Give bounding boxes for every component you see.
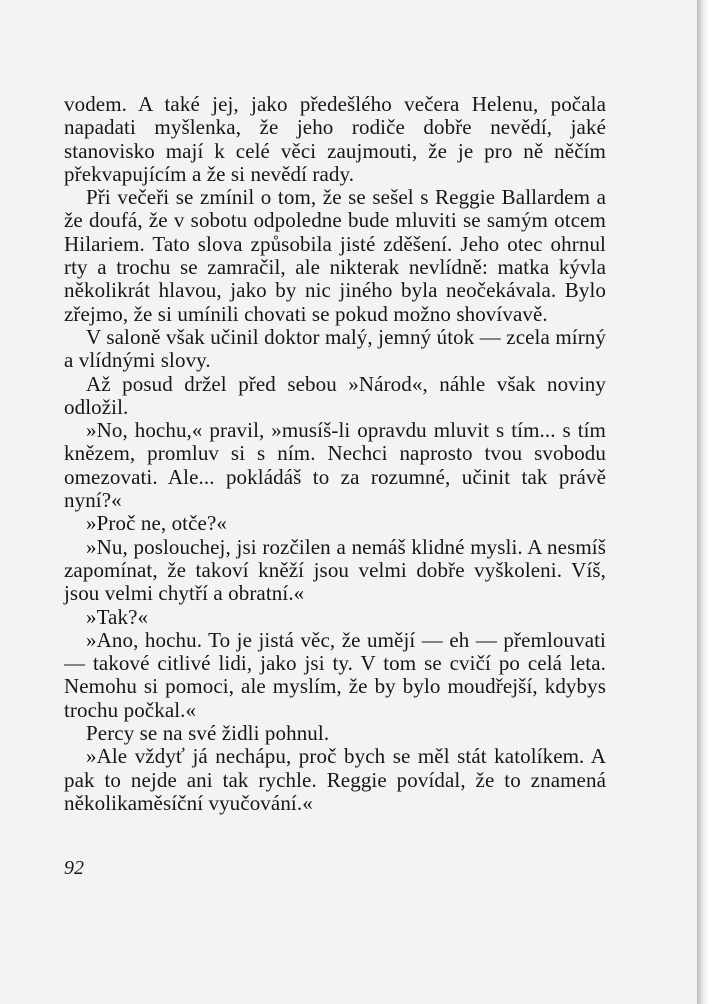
paragraph-11: »Ale vždyť já nechápu, proč bych se měl stát katolíkem. A pak to nejde ani tak rychle. Reggie povídal, že to znamená několikaměsíční vyučování.« — [64, 744, 606, 815]
paragraph-5: »No, hochu,« pravil, »musíš-li opravdu mluvit s tím... s tím knězem, promluv si s ním. Nechci naprosto tvou svobodu omezovati. Ale... pokládáš to za rozumné, učinit tak právě nyní?« — [64, 418, 606, 513]
paragraph-4: Až posud držel před sebou »Národ«, náhle však noviny odložil. — [64, 371, 606, 419]
paragraph-10: Percy se na své židli pohnul. — [86, 721, 330, 746]
paragraph-8: »Tak?« — [86, 604, 149, 629]
paragraph-7: »Nu, poslouchej, jsi rozčilen a nemáš klidné mysli. A nesmíš zapomínat, že takoví kněží jsou velmi dobře vyškoleni. Víš, jsou velmi chytří a obratní.« — [64, 534, 606, 606]
page-edge-shadow — [697, 0, 709, 1004]
paragraph-9: »Ano, hochu. To je jistá věc, že umějí — eh — přemlouvati — takové citlivé lidi, jako jsi ty. V tom se cvičí po celá leta. Nemohu si pomoci, ale myslím, že by bylo moudřejší, kdybys trochu počkal.« — [64, 627, 606, 722]
paragraph-2: Při večeři se zmínil o tom, že se sešel s Reggie Ballardem a že doufá, že v sobotu odpoledne bude mluviti se samým otcem Hilariem. Tato slova způsobila jisté zděšení. Jeho otec ohrnul rty a trochu se zamračil, ale nikterak nevlídně: matka kývla několikrát hlavou, jako by nic jiného byla neočekávala. Bylo zřejmo, že si umínili chovati se pokud možno shovívavě. — [64, 185, 606, 326]
paragraph-6: »Proč ne, otče?« — [86, 511, 227, 536]
page-number: 92 — [64, 857, 84, 879]
paragraph-3: V saloně však učinil doktor malý, jemný útok — zcela mírný a vlídnými slovy. — [64, 324, 606, 373]
paragraph-1: vodem. A také jej, jako předešlého večera Helenu, počala napadati myšlenka, že jeho rodiče dobře nevědí, jaké stanovisko mají k celé věci zaujmouti, že je pro ně něčím překvapujícím a že si nevědí rady. — [64, 92, 606, 186]
body-text — [64, 93, 606, 815]
